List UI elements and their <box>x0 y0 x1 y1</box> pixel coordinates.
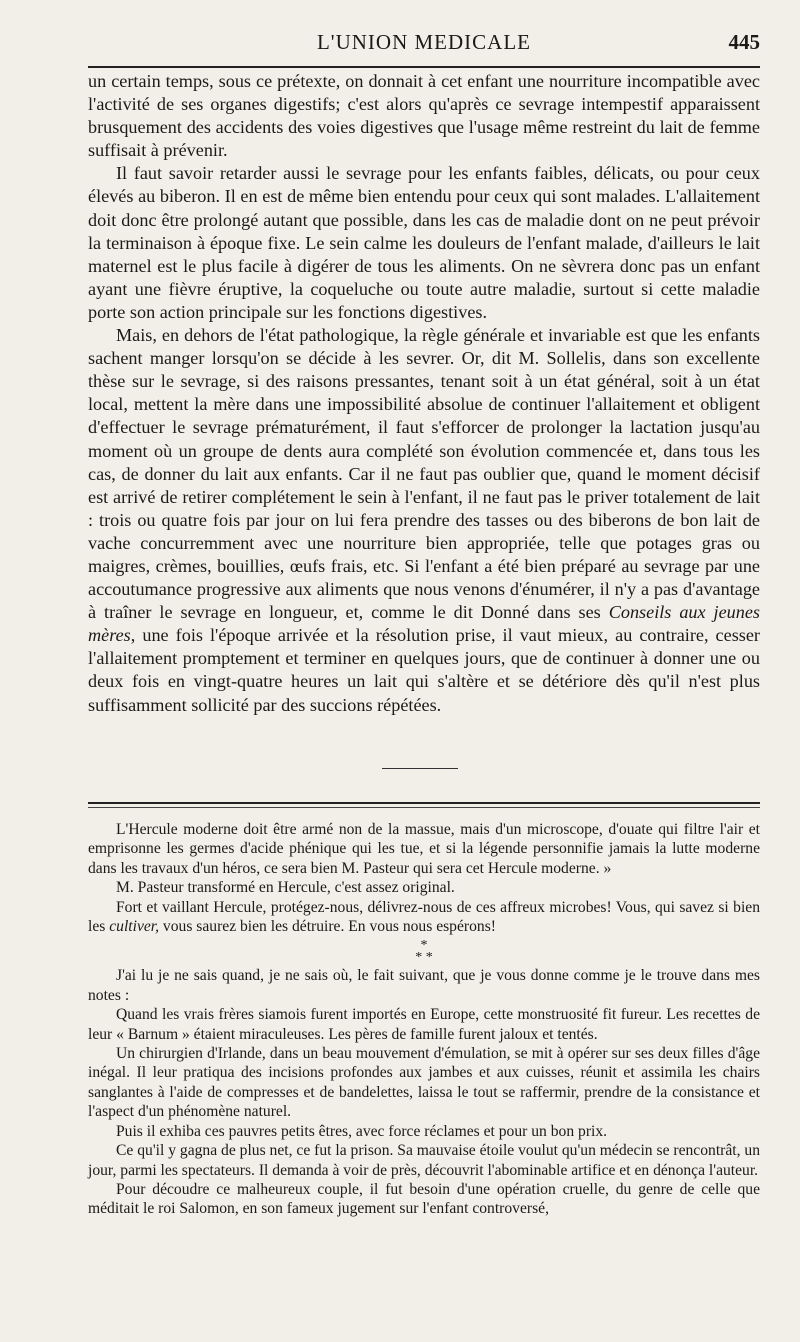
feuilleton-paragraph-5: Quand les vrais frères siamois furent importés en Europe, cette monstruosité fit fureur. Les recettes de leur « Barnum » étaient miraculeuses. Les pères de famille furent jaloux et tentés. <box>88 1006 760 1043</box>
article-end-rule <box>382 768 458 769</box>
feuilleton-paragraph-6: Un chirurgien d'Irlande, dans un beau mouvement d'émulation, se mit à opérer sur ses deux filles d'âge inégal. Il leur pratiqua des incisions profondes aux jambes et aux cuisses, réunit et assimila les chairs sanglantes à l'aide de compresses et de bandelettes, laissa le tout se raffermir, prendre de la consistance et l'aspect d'un phénomène naturel. <box>88 1045 760 1121</box>
page-header <box>88 28 760 58</box>
paragraph-3-text: Mais, en dehors de l'état pathologique, la règle générale et invariable est que les enfants sachent manger lorsqu'on se décide à les sevrer. Or, dit M. Sollelis, dans son excellente thèse sur le sevrage, si des raisons pressantes, tenant soit à un état général, soit à un état local, mettent la mère dans une impossibilité absolue de continuer l'allaitement et obligent d'effectuer le sevrage prématurément, il faut s'efforcer de prolonger la lactation jusqu'au moment où un groupe de dents aura complété son évolution commencée et, dans tous les cas, de donner du lait aux enfants. Car il ne faut pas oublier que, quand le moment décisif est arrivé de retirer complétement le sein à l'enfant, il ne faut pas le priver totalement de lait : trois ou quatre fois par jour on lui fera prendre des tasses ou des biberons de bon lait de vache concurremment avec une nourriture bien appropriée, telle que potages gras ou maigres, crèmes, bouillies, œufs frais, etc. Si l'enfant a été bien préparé au sevrage par une accoutumance progressive aux aliments que nous venons d'énumérer, il n'y a pas d'avantage à traîner le sevrage en longueur, et, comme le dit Donné dans ses <box>88 325 760 623</box>
feuilleton-paragraph-8: Ce qu'il y gagna de plus net, ce fut la prison. Sa mauvaise étoile voulut qu'un médecin se rencontrât, un jour, parmi les spectateurs. Il demanda à voir de près, découvrit l'abominable artifice et en dénonça l'auteur. <box>88 1142 760 1179</box>
section-separator <box>88 940 760 964</box>
feuilleton-paragraph-7: Puis il exhiba ces pauvres petits êtres, avec force réclames et pour un bon prix. <box>116 1122 608 1140</box>
paragraph-3 <box>88 324 760 717</box>
feuilleton-paragraph-9: Pour découdre ce malheureux couple, il fut besoin d'une opération cruelle, du genre de celle que méditait le roi Salomon, en son fameux jugement sur l'enfant controversé, <box>88 1180 760 1218</box>
star-bottom: * * <box>415 950 433 966</box>
paragraph-1: un certain temps, sous ce prétexte, on donnait à cet enfant une nourriture incompatible avec l'activité de ses organes digestifs; c'est alors qu'après ce sevrage intempestif apparaissent brusquement des accidents des voies digestives que l'usage même restreint du lait de femme suffisait à prévenir. <box>88 71 760 161</box>
page-number: 445 <box>728 30 760 54</box>
feuilleton-paragraph-2: M. Pasteur transformé en Hercule, c'est assez original. <box>116 879 455 897</box>
feuilleton-paragraph-3-text: Fort et vaillant Hercule, protégez-nous, délivrez-nous de ces affreux microbes! Vous, qui savez si bien les <box>88 898 760 936</box>
paragraph-2: Il faut savoir retarder aussi le sevrage pour les enfants faibles, délicats, ou pour ceux élevés au biberon. Il en est de même bien entendu pour ceux qui sont malades. L'allaitement doit donc être prolongé autant que possible, dans les cas de maladie dont on ne peut prévoir la terminaison à époque fixe. Le sein calme les douleurs de l'enfant malade, d'ailleurs le lait maternel est le plus facile à digérer de tous les aliments. On ne sèvrera donc pas un enfant ayant une fièvre éruptive, la coqueluche ou toute autre maladie, surtout si cette maladie porte son action principale sur les fonctions digestives. <box>88 163 760 322</box>
feuilleton-rule-thin <box>88 807 760 808</box>
feuilleton-paragraph-1: L'Hercule moderne doit être armé non de la massue, mais d'un microscope, d'ouate qui filtre l'air et emprisonne les germes d'acide phénique qui les tue, et si la légende personnifie jamais la lutte moderne dans les travaux d'un héros, ce sera bien M. Pasteur qui sera cet Hercule moderne. » <box>88 821 760 877</box>
feuilleton <box>88 820 760 1219</box>
star-top: * <box>420 938 428 954</box>
feuilleton-paragraph-3-end: vous saurez bien les détruire. En vous nous espérons! <box>159 918 496 936</box>
italic-word: cultiver, <box>109 918 160 936</box>
feuilleton-paragraph-4: J'ai lu je ne sais quand, je ne sais où, le fait suivant, que je vous donne comme je le trouve dans mes notes : <box>88 967 760 1004</box>
paragraph-3-end: , une fois l'époque arrivée et la résolution prise, il vaut mieux, au contraire, cesser l'allaitement promptement et terminer en quelques jours, que de continuer à donner une ou deux fois en vingt-quatre heures un lait qui s'altère et se détériore dès qu'il n'est plus suffisamment sollicité par des succions répétées. <box>88 625 760 715</box>
feuilleton-paragraph-3 <box>88 898 760 937</box>
main-article <box>88 70 760 717</box>
feuilleton-rule <box>88 802 760 804</box>
journal-title: L'UNION MEDICALE <box>316 30 531 54</box>
header-rule <box>88 66 760 68</box>
book-title: Conseils aux jeunes mères <box>88 602 760 646</box>
